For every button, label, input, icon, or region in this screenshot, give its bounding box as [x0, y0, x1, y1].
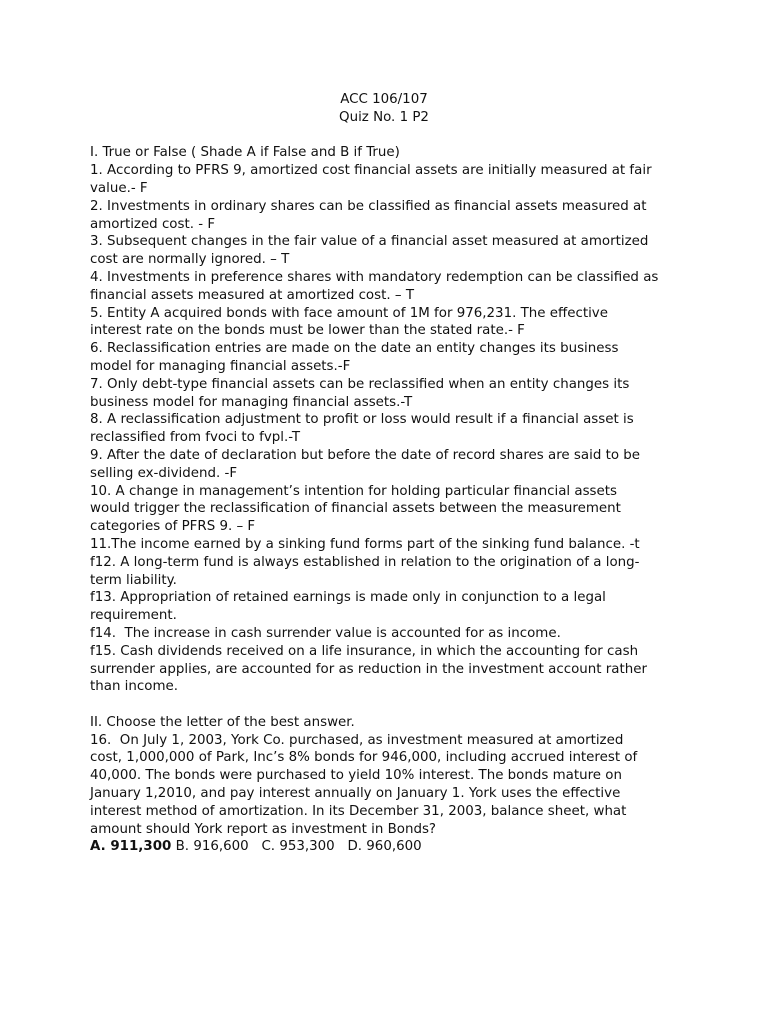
question-line: selling ex-dividend. -F [90, 465, 238, 481]
question-line: interest method of amortization. In its December 31, 2003, balance sheet, what [90, 803, 627, 819]
true-false-items [90, 162, 690, 696]
question-line: 4. Investments in preference shares with mandatory redemption can be classified as [90, 269, 659, 285]
question-line: f14. The increase in cash surrender value is accounted for as income. [90, 625, 561, 641]
spacer [90, 127, 690, 145]
question-line: cost are normally ignored. – T [90, 252, 290, 268]
question-line: January 1,2010, and pay interest annually on January 1. York uses the effective [90, 786, 621, 802]
answer-choices [90, 838, 690, 856]
question-line: business model for managing financial assets.-T [90, 394, 413, 410]
section-heading: I. True or False ( Shade A if False and B if True) [90, 145, 400, 161]
question-line: f15. Cash dividends received on a life insurance, in which the accounting for cash [90, 643, 639, 659]
question-line: 2. Investments in ordinary shares can be classified as financial assets measured at [90, 198, 647, 214]
question-line: would trigger the reclassification of financial assets between the measurement [90, 501, 621, 517]
question-line: financial assets measured at amortized cost. – T [90, 287, 414, 303]
question-line: f12. A long-term fund is always established in relation to the origination of a long- [90, 554, 640, 570]
question-line: amortized cost. - F [90, 216, 216, 232]
question-line: 16. On July 1, 2003, York Co. purchased, as investment measured at amortized [90, 732, 624, 748]
question-line: 10. A change in management’s intention for holding particular financial assets [90, 483, 618, 499]
question-line: amount should York report as investment in Bonds? [90, 821, 437, 837]
section-multiple-choice [90, 714, 690, 856]
question-line: 1. According to PFRS 9, amortized cost financial assets are initially measured at fair [90, 163, 652, 179]
question-line: 11.The income earned by a sinking fund forms part of the sinking fund balance. -t [90, 536, 640, 552]
question-line: categories of PFRS 9. – F [90, 519, 256, 535]
question-line: than income. [90, 679, 178, 695]
question-line: 5. Entity A acquired bonds with face amount of 1M for 976,231. The effective [90, 305, 608, 321]
section-heading: II. Choose the letter of the best answer. [90, 714, 355, 730]
section-true-false [90, 144, 690, 696]
question-line: 8. A reclassification adjustment to profit or loss would result if a financial asset is [90, 412, 634, 428]
question-line: requirement. [90, 608, 177, 624]
multiple-choice-question [90, 732, 690, 839]
question-line: term liability. [90, 572, 177, 588]
document-page [90, 91, 690, 856]
question-line: interest rate on the bonds must be lower than the stated rate.- F [90, 323, 525, 339]
spacer [90, 696, 690, 714]
question-line: cost, 1,000,000 of Park, Inc’s 8% bonds for 946,000, including accrued interest of [90, 750, 638, 766]
question-line: reclassified from fvoci to fvpl.-T [90, 430, 301, 446]
document-header [90, 91, 678, 127]
course-code: ACC 106/107 [340, 92, 428, 107]
question-line: 9. After the date of declaration but before the date of record shares are said to be [90, 447, 641, 463]
question-line: value.- F [90, 180, 148, 196]
question-line: 40,000. The bonds were purchased to yield 10% interest. The bonds mature on [90, 768, 622, 784]
answer-choice-a: A. 911,300 [90, 839, 172, 855]
question-line: 6. Reclassification entries are made on the date an entity changes its business [90, 341, 619, 357]
question-line: 3. Subsequent changes in the fair value of a financial asset measured at amortized [90, 234, 649, 250]
answer-choices-other: B. 916,600 C. 953,300 D. 960,600 [171, 839, 422, 855]
question-line: model for managing financial assets.-F [90, 358, 351, 374]
question-line: f13. Appropriation of retained earnings is made only in conjunction to a legal [90, 590, 606, 606]
question-line: surrender applies, are accounted for as reduction in the investment account rather [90, 661, 647, 677]
question-line: 7. Only debt-type financial assets can be reclassified when an entity changes its [90, 376, 630, 392]
quiz-title: Quiz No. 1 P2 [339, 109, 429, 125]
